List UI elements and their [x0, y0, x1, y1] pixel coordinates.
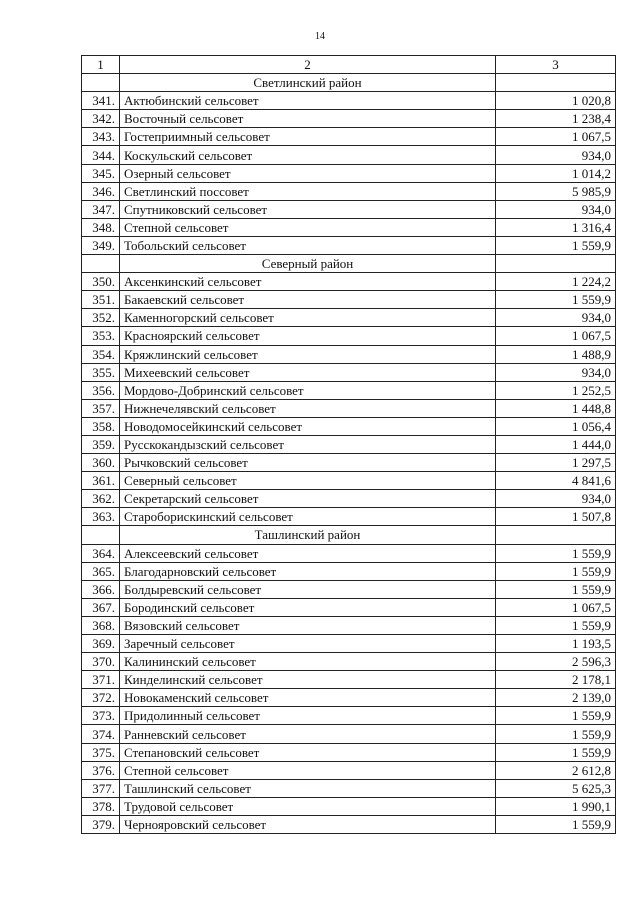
row-value: 1 224,2 — [496, 273, 616, 291]
row-name: Красноярский сельсовет — [120, 327, 496, 345]
row-number: 353. — [82, 327, 120, 345]
row-name: Степной сельсовет — [120, 218, 496, 236]
section-row — [82, 526, 616, 544]
row-name: Русскокандызский сельсовет — [120, 435, 496, 453]
table-row — [82, 236, 616, 254]
row-value: 2 178,1 — [496, 671, 616, 689]
page-number: 14 — [315, 31, 325, 42]
row-number: 344. — [82, 146, 120, 164]
row-value: 1 559,9 — [496, 616, 616, 634]
section-empty-cell — [496, 526, 616, 544]
row-name: Нижнечелявский сельсовет — [120, 399, 496, 417]
row-name: Коскульский сельсовет — [120, 146, 496, 164]
row-value: 1 014,2 — [496, 164, 616, 182]
table-row — [82, 381, 616, 399]
row-name: Ташлинский сельсовет — [120, 779, 496, 797]
row-number: 361. — [82, 472, 120, 490]
section-empty-cell — [496, 255, 616, 273]
table-row — [82, 454, 616, 472]
row-name: Кряжлинский сельсовет — [120, 345, 496, 363]
table-row — [82, 309, 616, 327]
row-number: 345. — [82, 164, 120, 182]
row-name: Придолинный сельсовет — [120, 707, 496, 725]
row-name: Чернояровский сельсовет — [120, 815, 496, 833]
row-number: 363. — [82, 508, 120, 526]
row-number: 350. — [82, 273, 120, 291]
row-name: Михеевский сельсовет — [120, 363, 496, 381]
row-number: 367. — [82, 598, 120, 616]
row-value: 1 990,1 — [496, 797, 616, 815]
row-number: 364. — [82, 544, 120, 562]
table-row — [82, 635, 616, 653]
row-name: Секретарский сельсовет — [120, 490, 496, 508]
row-name: Благодарновский сельсовет — [120, 562, 496, 580]
table-row — [82, 598, 616, 616]
row-value: 1 316,4 — [496, 218, 616, 236]
section-empty-cell — [496, 74, 616, 92]
row-number: 377. — [82, 779, 120, 797]
row-name: Каменногорский сельсовет — [120, 309, 496, 327]
row-name: Болдыревский сельсовет — [120, 580, 496, 598]
row-number: 378. — [82, 797, 120, 815]
table-row — [82, 815, 616, 833]
row-name: Староборискинский сельсовет — [120, 508, 496, 526]
row-number: 357. — [82, 399, 120, 417]
table-row — [82, 146, 616, 164]
table-row — [82, 689, 616, 707]
row-value: 1 238,4 — [496, 110, 616, 128]
row-name: Спутниковский сельсовет — [120, 200, 496, 218]
header-row — [82, 56, 616, 74]
section-empty-cell — [82, 526, 120, 544]
row-value: 2 596,3 — [496, 653, 616, 671]
row-value: 1 507,8 — [496, 508, 616, 526]
table-row — [82, 345, 616, 363]
row-name: Северный сельсовет — [120, 472, 496, 490]
row-number: 347. — [82, 200, 120, 218]
row-number: 372. — [82, 689, 120, 707]
table-row — [82, 508, 616, 526]
row-value: 5 625,3 — [496, 779, 616, 797]
row-name: Трудовой сельсовет — [120, 797, 496, 815]
row-value: 1 559,9 — [496, 236, 616, 254]
table-row — [82, 562, 616, 580]
row-value: 1 559,9 — [496, 815, 616, 833]
table-row — [82, 653, 616, 671]
row-number: 348. — [82, 218, 120, 236]
row-name: Рычковский сельсовет — [120, 454, 496, 472]
row-number: 341. — [82, 92, 120, 110]
table-row — [82, 110, 616, 128]
row-value: 1 559,9 — [496, 743, 616, 761]
row-value: 1 297,5 — [496, 454, 616, 472]
row-value: 1 448,8 — [496, 399, 616, 417]
row-name: Светлинский поссовет — [120, 182, 496, 200]
row-number: 360. — [82, 454, 120, 472]
row-value: 1 559,9 — [496, 580, 616, 598]
header-col-3: 3 — [496, 56, 616, 74]
table-row — [82, 435, 616, 453]
row-number: 368. — [82, 616, 120, 634]
row-name: Кинделинский сельсовет — [120, 671, 496, 689]
row-value: 934,0 — [496, 146, 616, 164]
row-name: Мордово-Добринский сельсовет — [120, 381, 496, 399]
header-col-1: 1 — [82, 56, 120, 74]
row-number: 351. — [82, 291, 120, 309]
row-number: 379. — [82, 815, 120, 833]
section-title: Светлинский район — [120, 74, 496, 92]
row-number: 342. — [82, 110, 120, 128]
table-row — [82, 490, 616, 508]
table-row — [82, 580, 616, 598]
row-value: 2 139,0 — [496, 689, 616, 707]
row-name: Вязовский сельсовет — [120, 616, 496, 634]
section-row — [82, 74, 616, 92]
row-value: 5 985,9 — [496, 182, 616, 200]
row-number: 376. — [82, 761, 120, 779]
section-title: Ташлинский район — [120, 526, 496, 544]
table-row — [82, 544, 616, 562]
row-value: 1 559,9 — [496, 707, 616, 725]
row-name: Заречный сельсовет — [120, 635, 496, 653]
row-name: Гостеприимный сельсовет — [120, 128, 496, 146]
row-number: 366. — [82, 580, 120, 598]
row-number: 346. — [82, 182, 120, 200]
table-row — [82, 725, 616, 743]
table-row — [82, 218, 616, 236]
row-value: 1 488,9 — [496, 345, 616, 363]
row-name: Степной сельсовет — [120, 761, 496, 779]
row-name: Актюбинский сельсовет — [120, 92, 496, 110]
table-row — [82, 291, 616, 309]
row-number: 365. — [82, 562, 120, 580]
row-value: 1 559,9 — [496, 291, 616, 309]
row-number: 370. — [82, 653, 120, 671]
table-row — [82, 200, 616, 218]
table-body — [82, 56, 616, 834]
row-name: Восточный сельсовет — [120, 110, 496, 128]
row-value: 1 444,0 — [496, 435, 616, 453]
row-number: 343. — [82, 128, 120, 146]
table-row — [82, 743, 616, 761]
row-number: 374. — [82, 725, 120, 743]
row-number: 362. — [82, 490, 120, 508]
row-value: 4 841,6 — [496, 472, 616, 490]
table-row — [82, 273, 616, 291]
row-name: Новокаменский сельсовет — [120, 689, 496, 707]
row-name: Новодомосейкинский сельсовет — [120, 417, 496, 435]
section-empty-cell — [82, 74, 120, 92]
row-value: 1 067,5 — [496, 598, 616, 616]
row-name: Тобольский сельсовет — [120, 236, 496, 254]
row-number: 375. — [82, 743, 120, 761]
table-row — [82, 779, 616, 797]
section-title: Северный район — [120, 255, 496, 273]
row-number: 358. — [82, 417, 120, 435]
row-value: 934,0 — [496, 200, 616, 218]
row-name: Аксенкинский сельсовет — [120, 273, 496, 291]
row-value: 1 559,9 — [496, 544, 616, 562]
row-number: 349. — [82, 236, 120, 254]
table-row — [82, 671, 616, 689]
table-row — [82, 472, 616, 490]
table-row — [82, 399, 616, 417]
row-number: 371. — [82, 671, 120, 689]
row-value: 1 056,4 — [496, 417, 616, 435]
row-number: 352. — [82, 309, 120, 327]
row-number: 354. — [82, 345, 120, 363]
row-name: Алексеевский сельсовет — [120, 544, 496, 562]
row-name: Бакаевский сельсовет — [120, 291, 496, 309]
row-name: Степановский сельсовет — [120, 743, 496, 761]
row-number: 369. — [82, 635, 120, 653]
row-value: 1 559,9 — [496, 725, 616, 743]
row-value: 934,0 — [496, 363, 616, 381]
row-value: 934,0 — [496, 309, 616, 327]
row-name: Калининский сельсовет — [120, 653, 496, 671]
row-name: Озерный сельсовет — [120, 164, 496, 182]
row-name: Бородинский сельсовет — [120, 598, 496, 616]
row-number: 359. — [82, 435, 120, 453]
row-value: 1 559,9 — [496, 562, 616, 580]
header-col-2: 2 — [120, 56, 496, 74]
table-row — [82, 761, 616, 779]
table-row — [82, 128, 616, 146]
table-row — [82, 797, 616, 815]
row-value: 1 252,5 — [496, 381, 616, 399]
row-value: 934,0 — [496, 490, 616, 508]
row-name: Ранневский сельсовет — [120, 725, 496, 743]
row-value: 1 067,5 — [496, 327, 616, 345]
row-value: 2 612,8 — [496, 761, 616, 779]
table-row — [82, 164, 616, 182]
row-number: 373. — [82, 707, 120, 725]
table-row — [82, 707, 616, 725]
row-value: 1 067,5 — [496, 128, 616, 146]
row-value: 1 193,5 — [496, 635, 616, 653]
section-empty-cell — [82, 255, 120, 273]
allocation-table — [81, 55, 616, 834]
row-value: 1 020,8 — [496, 92, 616, 110]
row-number: 355. — [82, 363, 120, 381]
section-row — [82, 255, 616, 273]
table-row — [82, 327, 616, 345]
row-number: 356. — [82, 381, 120, 399]
table-row — [82, 182, 616, 200]
table-row — [82, 92, 616, 110]
table-row — [82, 616, 616, 634]
table-row — [82, 417, 616, 435]
table-row — [82, 363, 616, 381]
